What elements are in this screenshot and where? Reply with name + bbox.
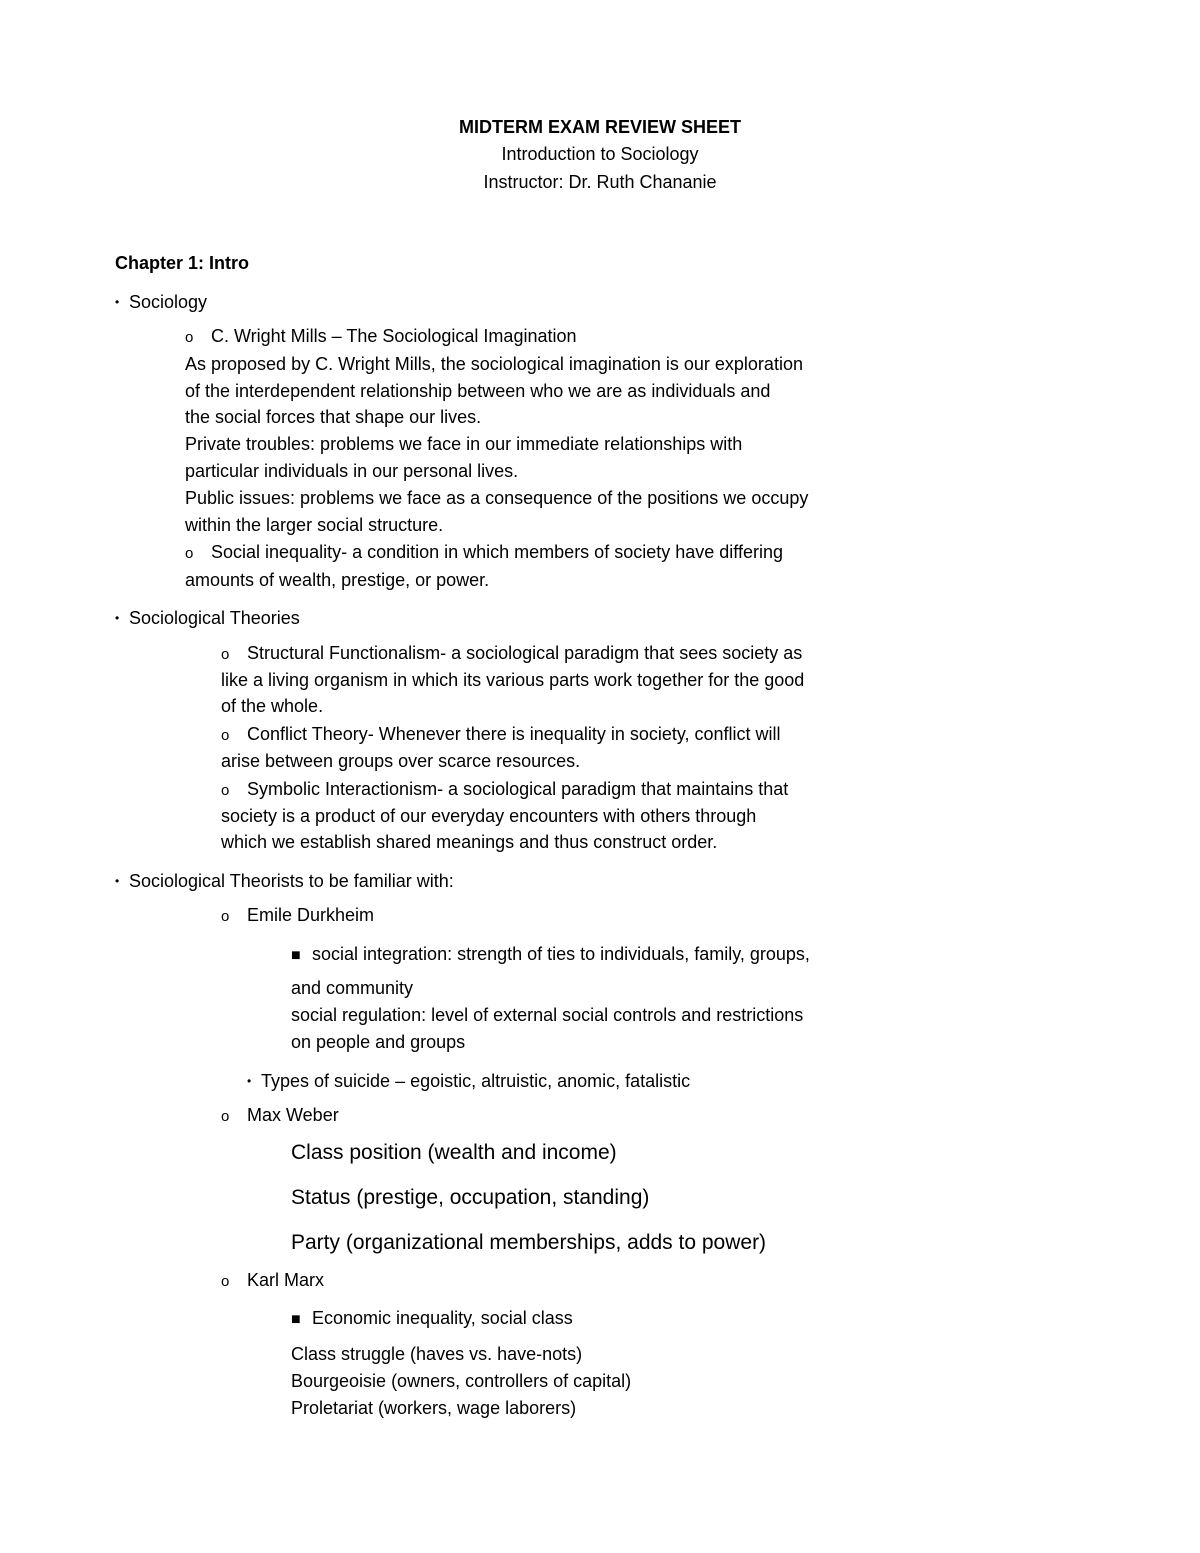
bullet-icon: •: [115, 874, 120, 888]
mills-text-line: of the interdependent relationship between who we are as individuals and: [185, 381, 771, 401]
mills-text-line: As proposed by C. Wright Mills, the sociological imagination is our exploration: [185, 354, 803, 374]
marx-economic: ■ Economic inequality, social class: [291, 1306, 573, 1332]
private-troubles-line: Private troubles: problems we face in our immediate relationships with: [185, 434, 743, 454]
suicide-types: • Types of suicide – egoistic, altruistic, anomic, fatalistic: [247, 1071, 691, 1091]
bullet-theories: • Sociological Theories: [115, 608, 300, 628]
symbolic-line: which we establish shared meanings and thus construct order.: [221, 832, 718, 852]
course-name: Introduction to Sociology: [501, 144, 699, 164]
durkheim-line: and community: [291, 978, 414, 998]
conflict-item: o Conflict Theory- Whenever there is inequality in society, conflict will: [221, 722, 781, 748]
bullet-icon: •: [115, 611, 120, 625]
symbolic-item: o Symbolic Interactionism- a sociological paradigm that maintains that: [221, 777, 788, 803]
private-troubles-line: particular individuals in our personal lives.: [185, 461, 519, 481]
weber-party: Party (organizational memberships, adds to power): [291, 1231, 767, 1254]
square-bullet-icon: ■: [291, 947, 301, 964]
weber-class: Class position (wealth and income): [291, 1141, 617, 1164]
inequality-line: amounts of wealth, prestige, or power.: [185, 570, 490, 590]
functionalism-line: of the whole.: [221, 696, 324, 716]
marx-item: o Karl Marx: [221, 1268, 324, 1294]
circle-bullet-icon: o: [185, 545, 194, 562]
instructor-name: Instructor: Dr. Ruth Chananie: [483, 172, 717, 192]
weber-status: Status (prestige, occupation, standing): [291, 1186, 650, 1209]
circle-bullet-icon: o: [221, 1273, 230, 1290]
bullet-sociology: • Sociology: [115, 292, 208, 312]
mills-item: o C. Wright Mills – The Sociological Imagination: [185, 324, 577, 350]
durkheim-regulation: social regulation: level of external social controls and restrictions: [291, 1005, 804, 1025]
marx-line: Class struggle (haves vs. have-nots): [291, 1344, 583, 1364]
circle-bullet-icon: o: [221, 646, 230, 663]
square-bullet-icon: ■: [291, 1311, 301, 1328]
durkheim-line: on people and groups: [291, 1032, 466, 1052]
public-issues-line: within the larger social structure.: [185, 515, 444, 535]
circle-bullet-icon: o: [221, 727, 230, 744]
marx-line: Proletariat (workers, wage laborers): [291, 1398, 577, 1418]
marx-line: Bourgeoisie (owners, controllers of capital): [291, 1371, 632, 1391]
public-issues-line: Public issues: problems we face as a consequence of the positions we occupy: [185, 488, 809, 508]
functionalism-item: o Structural Functionalism- a sociological paradigm that sees society as: [221, 641, 802, 667]
functionalism-line: like a living organism in which its various parts work together for the good: [221, 670, 805, 690]
bullet-theorists: • Sociological Theorists to be familiar with:: [115, 871, 454, 891]
circle-bullet-icon: o: [185, 329, 194, 346]
conflict-line: arise between groups over scarce resources.: [221, 751, 581, 771]
durkheim-integration: ■ social integration: strength of ties to individuals, family, groups,: [291, 942, 810, 968]
durkheim-item: o Emile Durkheim: [221, 903, 374, 929]
circle-bullet-icon: o: [221, 908, 230, 925]
weber-item: o Max Weber: [221, 1103, 339, 1129]
circle-bullet-icon: o: [221, 1108, 230, 1125]
mills-text-line: the social forces that shape our lives.: [185, 407, 482, 427]
bullet-icon: •: [115, 295, 120, 309]
bullet-icon: •: [247, 1074, 252, 1088]
circle-bullet-icon: o: [221, 782, 230, 799]
document-title: MIDTERM EXAM REVIEW SHEET: [458, 117, 741, 137]
chapter-heading: Chapter 1: Intro: [115, 253, 250, 273]
inequality-item: o Social inequality- a condition in which members of society have differing: [185, 540, 783, 566]
symbolic-line: society is a product of our everyday encounters with others through: [221, 806, 757, 826]
